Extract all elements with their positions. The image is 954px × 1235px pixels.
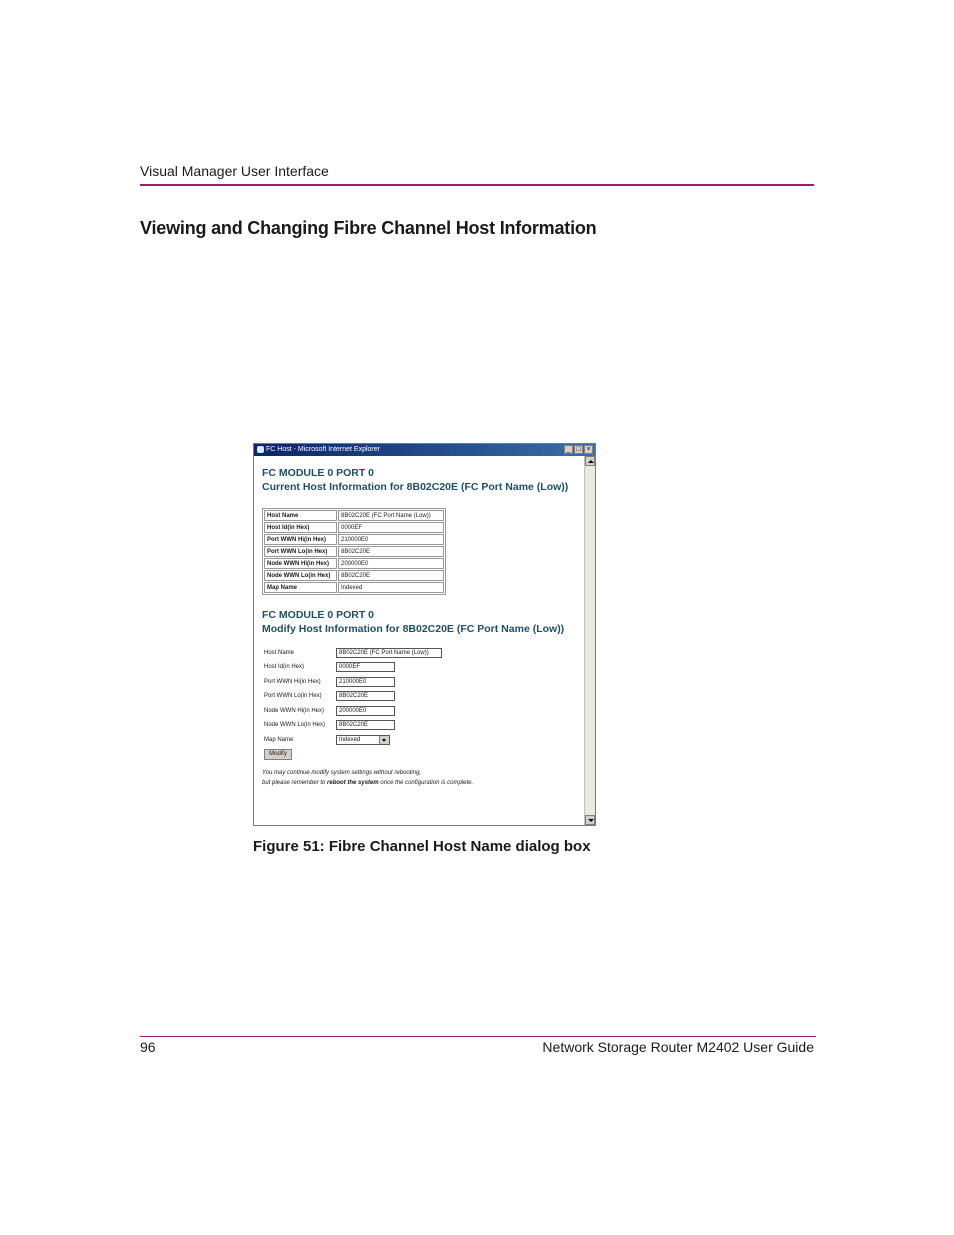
host-name-label: Host Name [264,650,295,656]
host-name-input[interactable]: 8B02C20E (FC Port Name (Low)) [336,648,442,658]
note-line-2 [262,778,582,788]
arrow-up-icon [588,460,594,463]
current-info-heading: Current Host Information for 8B02C20E (FC Port Name (Low)) [262,481,569,493]
minimize-button[interactable]: _ [564,445,573,454]
table-row [264,546,444,557]
host-id-input[interactable]: 0000EF [336,662,395,672]
table-row [264,558,444,569]
scroll-up-button[interactable] [585,456,595,466]
close-button[interactable]: × [584,445,593,454]
modify-info-heading: Modify Host Information for 8B02C20E (FC Port Name (Low)) [262,623,565,635]
port-wwn-hi-input[interactable]: 210000E0 [336,677,395,687]
note-line-2-post: once the configuration is complete. [378,780,474,786]
table-row [264,582,444,593]
port-wwn-hi-label: Port WWN Hi(in Hex) [264,679,321,685]
note-emphasis: reboot the system [327,780,379,786]
reboot-note [262,768,582,788]
vertical-scrollbar[interactable] [584,456,595,825]
maximize-button[interactable]: □ [574,445,583,454]
node-wwn-hi-label: Node WWN Hi(in Hex) [264,708,325,714]
modify-button[interactable]: Modify [264,749,292,760]
modify-module-heading: FC MODULE 0 PORT 0 [262,609,375,621]
guide-title: Network Storage Router M2402 User Guide [542,1039,814,1055]
row-label: Port WWN Lo(in Hex) [264,546,337,557]
modify-form [262,648,582,758]
ie-icon [257,446,264,453]
table-row [264,534,444,545]
row-label: Node WWN Hi(in Hex) [264,558,337,569]
browser-window [253,443,596,826]
table-row [264,510,444,521]
node-wwn-hi-input[interactable]: 200000E0 [336,706,395,716]
current-info-table [262,508,446,595]
row-label: Node WWN Lo(in Hex) [264,570,337,581]
note-line-2-pre: but please remember to [262,780,328,786]
port-wwn-lo-label: Port WWN Lo(in Hex) [264,693,322,699]
window-titlebar[interactable] [254,444,595,456]
row-label: Host Id(in Hex) [264,522,337,533]
node-wwn-lo-label: Node WWN Lo(in Hex) [264,722,326,728]
arrow-down-icon [588,819,594,822]
chevron-down-icon[interactable] [379,736,389,744]
port-wwn-lo-input[interactable]: 8B02C20E [336,691,395,701]
figure-caption: Figure 51: Fibre Channel Host Name dialog box [253,838,591,855]
row-value: 8B02C20E [338,546,444,557]
table-row [264,570,444,581]
footer-rule [140,1036,816,1037]
window-title: FC Host - Microsoft Internet Explorer [266,446,380,453]
page-content [262,466,582,788]
row-value: 210000E0 [338,534,444,545]
row-value: 0000EF [338,522,444,533]
row-value: 8B02C20E (FC Port Name (Low)) [338,510,444,521]
header-rule [140,184,814,186]
row-label: Host Name [264,510,337,521]
host-id-label: Host Id(in Hex) [264,664,305,670]
map-name-select[interactable] [336,735,390,745]
map-name-value: Indexed [339,737,361,743]
running-head: Visual Manager User Interface [140,163,329,179]
row-label: Map Name [264,582,337,593]
current-module-heading: FC MODULE 0 PORT 0 [262,467,375,479]
section-title: Viewing and Changing Fibre Channel Host Information [140,218,597,238]
row-label: Port WWN Hi(in Hex) [264,534,337,545]
map-name-label: Map Name [264,737,294,743]
row-value: Indexed [338,582,444,593]
row-value: 8B02C20E [338,570,444,581]
table-row [264,522,444,533]
node-wwn-lo-input[interactable]: 8B02C20E [336,720,395,730]
scroll-down-button[interactable] [585,815,595,825]
note-line-1: You may continue modify system settings without rebooting, [262,770,422,776]
page-number: 96 [140,1039,156,1055]
row-value: 200000E0 [338,558,444,569]
